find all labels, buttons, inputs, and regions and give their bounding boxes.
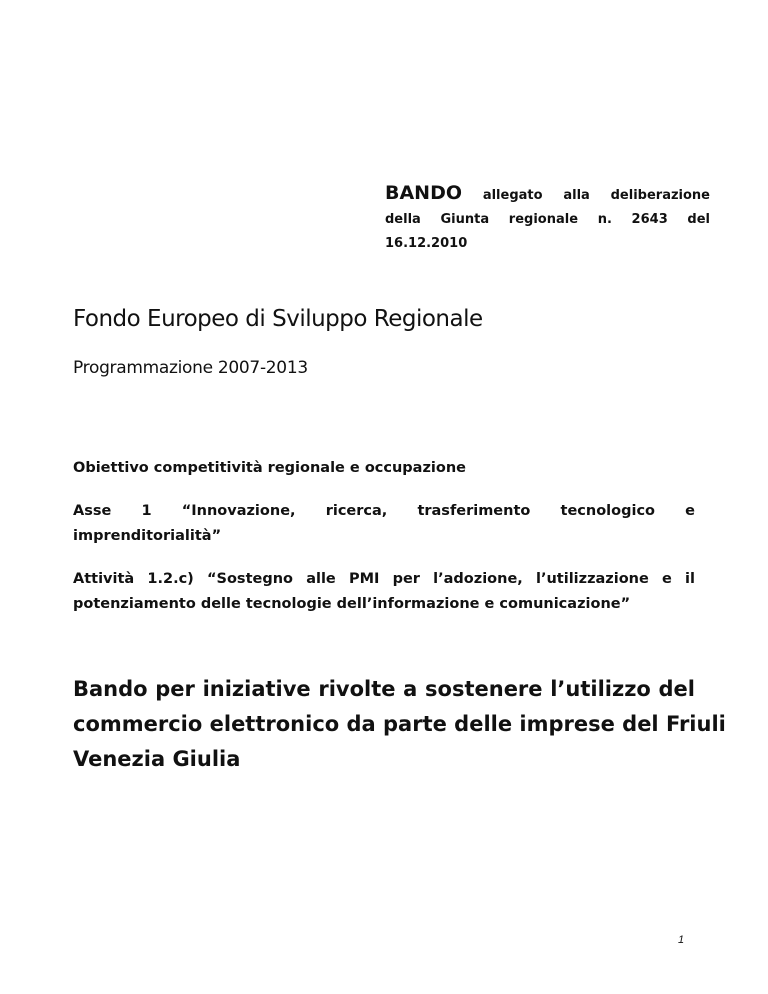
axis-line-2: imprenditorialità” <box>73 528 222 544</box>
fund-title: Fondo Europeo di Sviluppo Regionale <box>73 306 483 332</box>
header-line-1 <box>385 178 710 208</box>
objective <box>73 456 695 481</box>
main-title-line-1: Bando per iniziative rivolte a sostenere l’utilizzo del <box>73 677 695 701</box>
deliberation-header <box>385 178 710 256</box>
main-title-line-2: commercio elettronico da parte delle imprese del Friuli <box>73 712 726 736</box>
programme-period: Programmazione 2007-2013 <box>73 358 308 378</box>
header-line-2: della Giunta regionale n. 2643 del <box>385 212 710 227</box>
axis <box>73 499 695 549</box>
header-line-1-text: allegato alla deliberazione <box>482 188 710 203</box>
header-date: 16.12.2010 <box>385 236 468 251</box>
page-number: 1 <box>678 934 685 946</box>
activity <box>73 567 695 617</box>
main-title <box>73 672 726 777</box>
bando-label: BANDO <box>385 182 463 204</box>
main-title-line-3: Venezia Giulia <box>73 747 241 771</box>
objective-text: Obiettivo competitività regionale e occupazione <box>73 460 466 476</box>
activity-line-2: potenziamento delle tecnologie dell’informazione e comunicazione” <box>73 596 631 612</box>
activity-line-1: Attività 1.2.c) “Sostegno alle PMI per l’adozione, l’utilizzazione e il <box>73 571 695 587</box>
axis-line-1: Asse 1 “Innovazione, ricerca, trasferimento tecnologico e <box>73 503 695 519</box>
